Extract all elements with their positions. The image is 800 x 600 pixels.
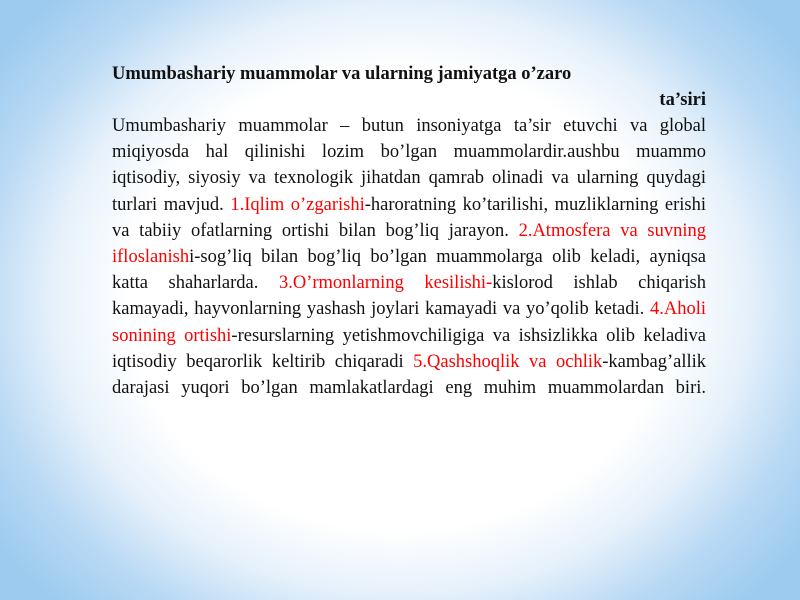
slide-body-paragraph (112, 113, 706, 401)
item-1-text: -haroratning ko’tarilishi, muzliklarning erishi va tabiiy ofatlarning ortishi bilan bog’liq jarayon. (112, 194, 706, 241)
item-3-text: kislorod ishlab chiqarish kamayadi, hayvonlarning yashash joylari kamayadi va yo’qolib ketadi. (112, 273, 706, 320)
slide-title-line1: Umumbashariy muammolar va ularning jamiyatga o’zaro (112, 64, 572, 84)
item-1-heading: 1.Iqlim o’zgarishi (230, 194, 365, 215)
item-4-heading: 4.Aholi sonining ortishi (112, 299, 707, 346)
slide-title-line2: ta’siri (659, 90, 706, 110)
item-3-heading: 3.O’rmonlarning kesilishi- (278, 273, 493, 294)
slide-content (112, 61, 706, 401)
slide-title (112, 61, 706, 113)
item-5-text: -kambag’allik darajasi yuqori bo’lgan mamlakatlardagi eng muhim muammolardan biri. (112, 351, 707, 399)
item-5-heading: 5.Qashshoqlik va ochlik (413, 351, 603, 372)
item-2-heading: 2.Atmosfera va suvning ifloslanish (112, 220, 706, 268)
intro-text: Umumbashariy muammolar – butun insoniyatga ta’sir etuvchi va global miqiyosda hal qilinishi lozim bo’lgan muammolardir.aushbu muammo iqtisodiy, siyosiy va texnologik jihatdan qamrab olinadi va ularning quydagi turlari mavjud. (112, 116, 706, 215)
item-4-text: -resurslarning yetishmovchiligiga va ishsizlikka olib keladiva iqtisodiy beqarorlik keltirib chiqaradi (112, 325, 707, 372)
item-2-text: i-sog’liq bilan bog’liq bo’lgan muammolarga olib keladi, ayniqsa katta shaharlarda. (112, 247, 706, 294)
